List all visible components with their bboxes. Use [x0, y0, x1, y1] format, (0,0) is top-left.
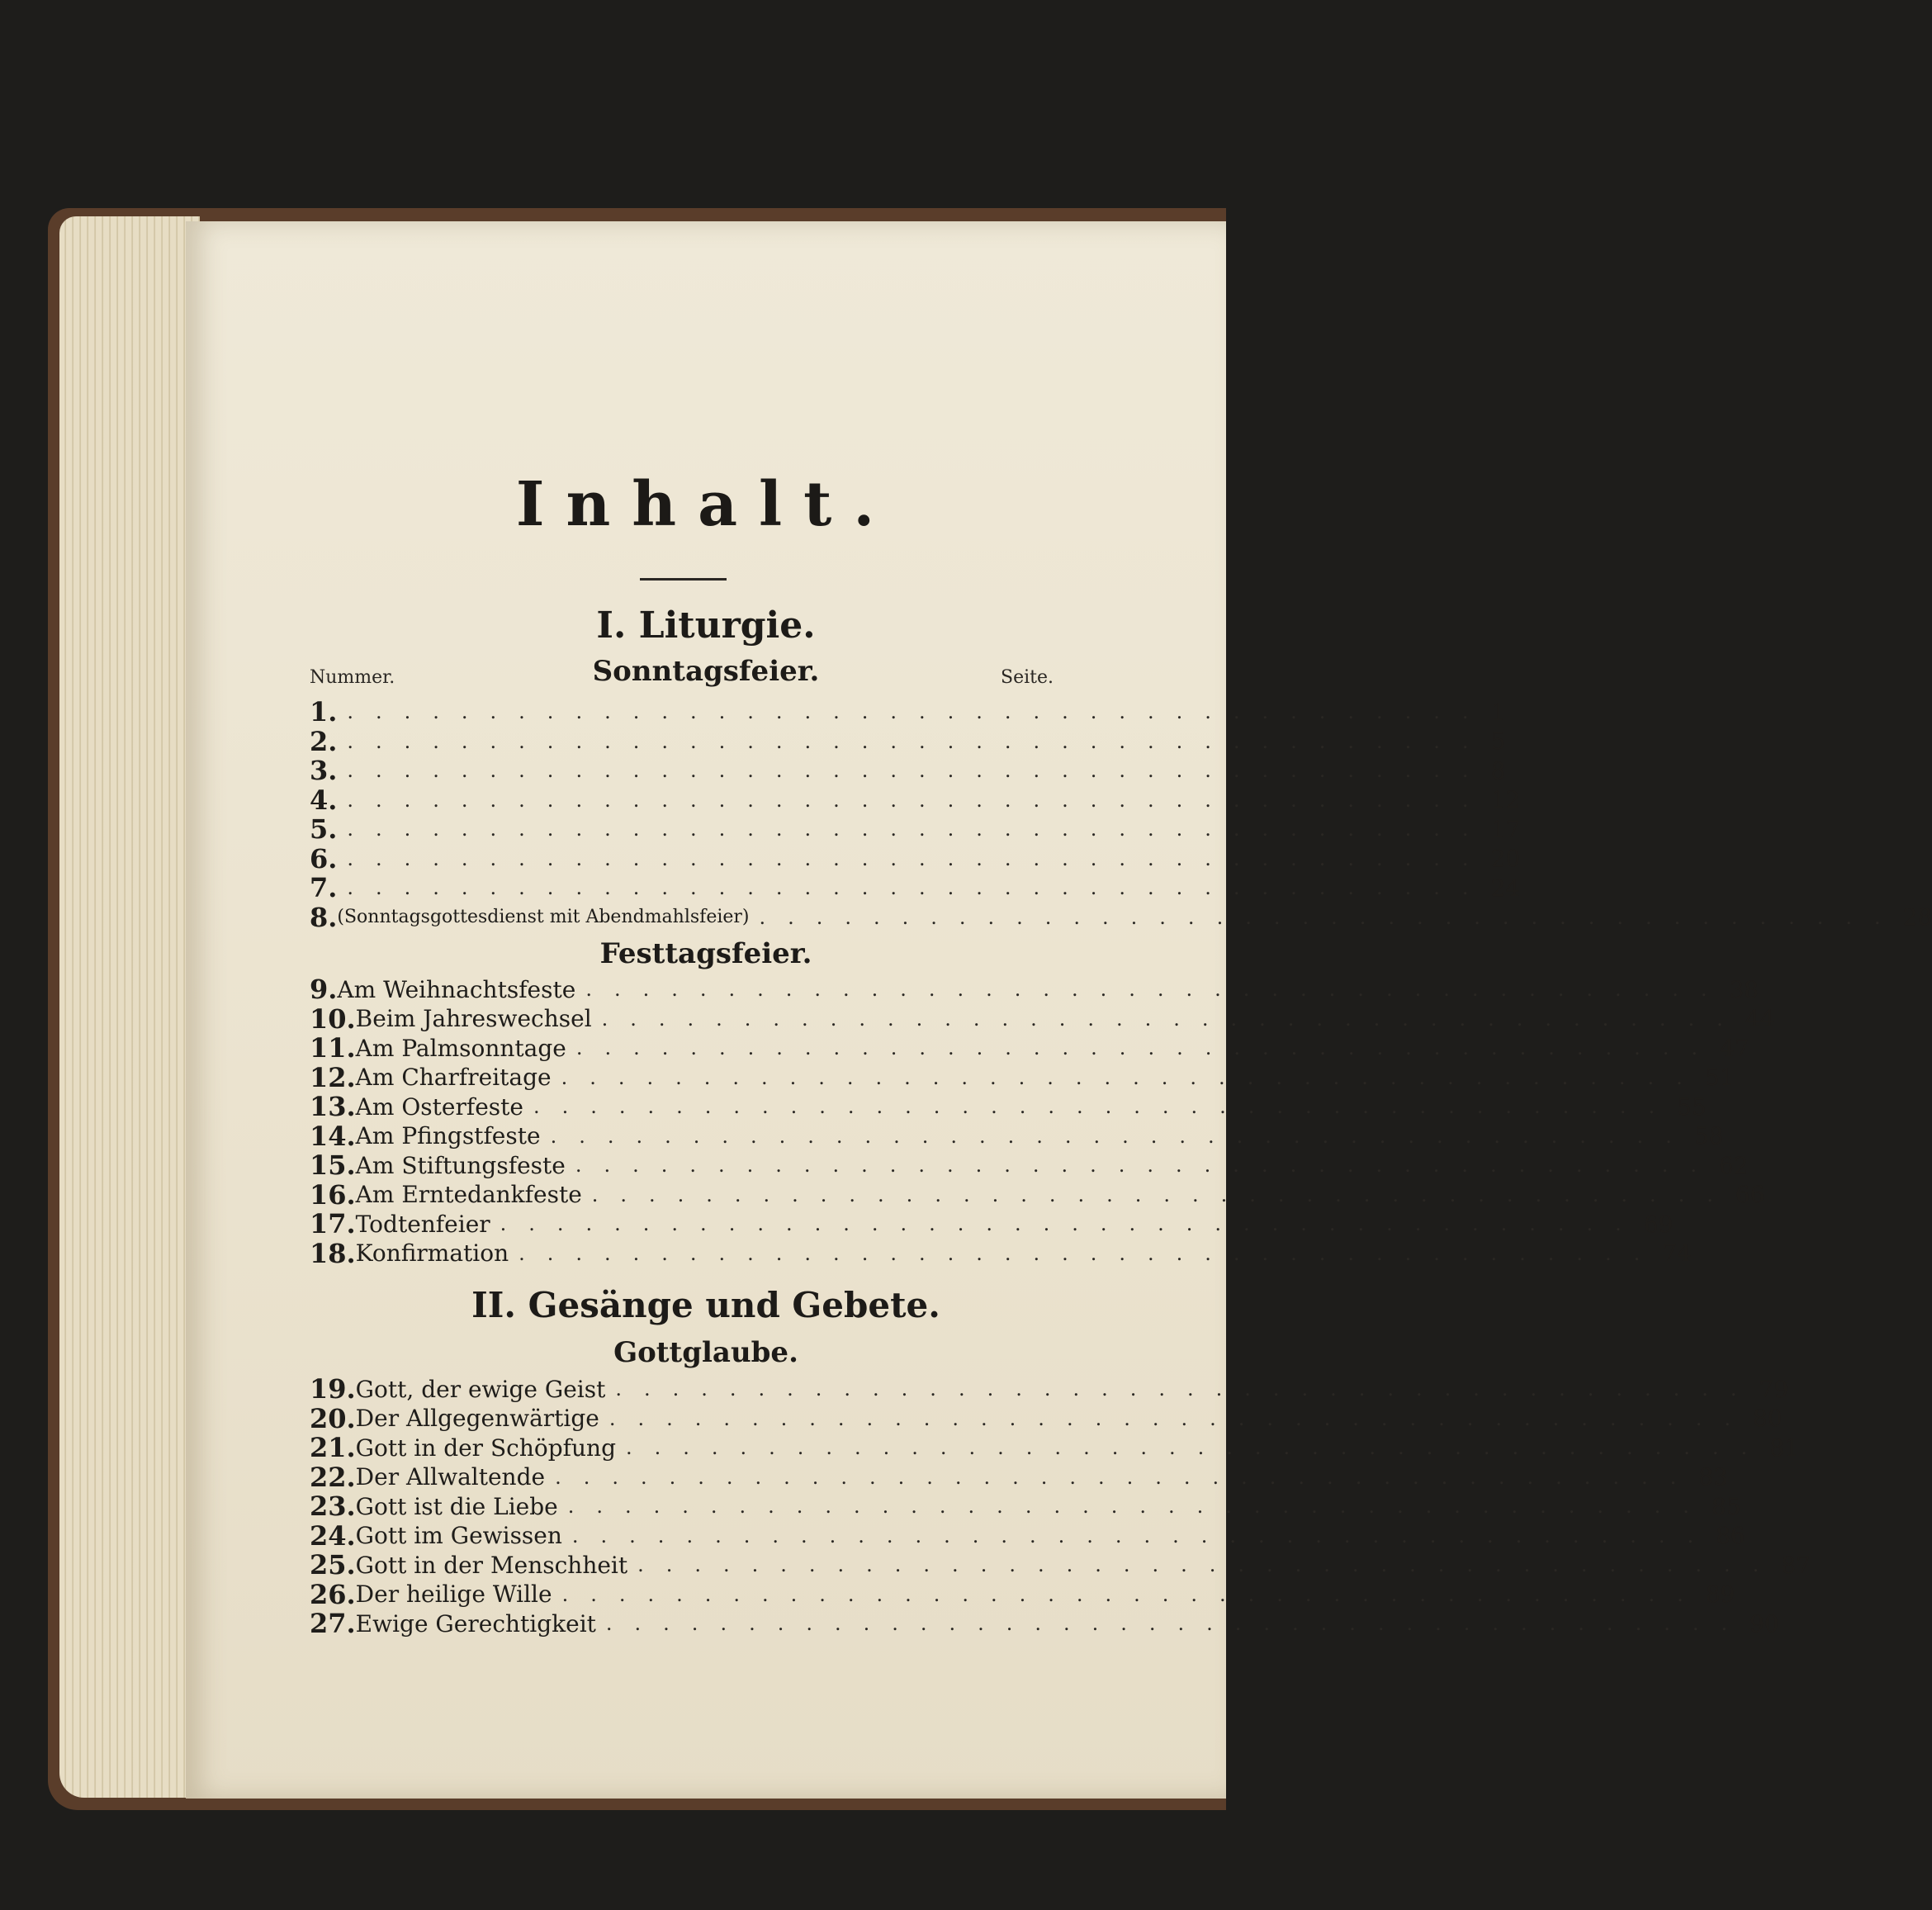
leader-dots: ........................................	[555, 1465, 1699, 1489]
entry-title: Am Osterfeste	[355, 1092, 523, 1121]
column-header-page: Seite.	[1001, 667, 1054, 688]
entry-page: 5	[1490, 728, 1506, 755]
toc-entry	[310, 974, 1759, 1005]
entry-page: 47	[1720, 1034, 1750, 1062]
toc-entry	[310, 1373, 1789, 1405]
leader-dots: ........................................	[533, 1095, 1678, 1118]
toc-entry	[310, 1120, 1724, 1152]
entry-page: 80	[1753, 1405, 1783, 1432]
entry-title: Gott ist die Liebe	[355, 1492, 558, 1520]
leader-dots: ........................................	[561, 1065, 1705, 1089]
entry-title: (Sonntagsgottesdienst mit Abendmahlsfeier)	[337, 907, 750, 927]
entry-title: Am Stiftungsfeste	[355, 1151, 566, 1179]
entry-page: 38	[1729, 975, 1759, 1003]
toc-entry	[310, 1061, 1735, 1093]
entry-title: Gott in der Schöpfung	[355, 1434, 616, 1462]
toc-entry	[310, 842, 1521, 874]
page-title: Inhalt.	[515, 469, 897, 540]
entry-page: 20	[1490, 845, 1521, 872]
toc-entry	[310, 1432, 1799, 1463]
group-title-festtagsfeier: Festtagsfeier.	[599, 937, 812, 970]
entry-title: Der heilige Wille	[355, 1581, 552, 1608]
entry-page: 24	[1490, 874, 1521, 902]
entry-number: 4.	[310, 784, 338, 816]
leader-dots: ........................................	[615, 1377, 1759, 1401]
entry-number: 9.	[310, 974, 338, 1005]
leader-dots: ........................................	[347, 788, 1491, 812]
entry-page: 85	[1711, 1492, 1741, 1520]
entry-number: 12.	[310, 1061, 356, 1093]
toc-entry	[310, 1237, 1692, 1269]
toc-entry	[310, 1578, 1735, 1610]
leader-dots: ........................................	[347, 876, 1491, 899]
toc-entry	[310, 1402, 1783, 1434]
entry-title: Am Pfingstfeste	[355, 1122, 541, 1149]
entry-number: 11.	[310, 1032, 356, 1064]
entry-title: Der Allgegenwärtige	[355, 1405, 599, 1432]
leader-dots: ........................................	[550, 1124, 1694, 1148]
leader-dots: ........................................	[567, 1495, 1712, 1518]
entry-number: 5.	[310, 813, 338, 845]
leader-dots: ........................................	[759, 905, 1903, 929]
leader-dots: ........................................	[347, 846, 1491, 870]
entry-number: 7.	[310, 872, 338, 903]
page-edges	[59, 216, 200, 1798]
entry-number: 6.	[310, 842, 338, 874]
leader-dots: ........................................	[347, 729, 1491, 753]
leader-dots: ........................................	[601, 1007, 1745, 1031]
leader-dots: ........................................	[608, 1406, 1754, 1430]
entry-number: 20.	[310, 1402, 356, 1434]
toc-entry	[310, 901, 1932, 933]
entry-page: 28	[1902, 903, 1932, 931]
entry-page: 1	[1490, 698, 1506, 726]
entry-title: Ewige Gerechtigkeit	[355, 1609, 596, 1637]
leader-dots: ........................................	[575, 1036, 1721, 1059]
leader-dots: ........................................	[347, 818, 1491, 841]
entry-page: 87	[1781, 1551, 1811, 1579]
entry-number: 13.	[310, 1091, 356, 1122]
group-title-sonntagsfeier: Sonntagsfeier.	[592, 655, 820, 688]
toc-entry	[310, 813, 1521, 845]
section-title-gesaenge: II. Gesänge und Gebete.	[471, 1285, 940, 1325]
entry-number: 22.	[310, 1461, 356, 1493]
entry-number: 25.	[310, 1549, 356, 1581]
toc-entry	[310, 1002, 1775, 1035]
entry-page: 55	[1677, 1092, 1707, 1121]
leader-dots: ........................................	[585, 978, 1730, 1001]
entry-number: 8.	[310, 901, 338, 933]
entry-number: 14.	[310, 1120, 356, 1152]
entry-page: 62	[1719, 1151, 1749, 1179]
entry-number: 17.	[310, 1208, 356, 1239]
toc-entry	[310, 755, 1506, 786]
entry-page: 89	[1705, 1581, 1735, 1608]
entry-title: Am Erntedankfeste	[355, 1181, 582, 1208]
leader-dots: ........................................	[347, 700, 1491, 723]
entry-page: 8	[1490, 756, 1506, 784]
entry-number: 3.	[310, 755, 338, 786]
entry-page: 74	[1662, 1239, 1692, 1267]
toc-entry	[310, 725, 1506, 757]
entry-page: 81	[1769, 1434, 1799, 1462]
leader-dots: ........................................	[626, 1436, 1770, 1459]
toc-entry	[310, 696, 1506, 728]
entry-number: 24.	[310, 1519, 356, 1552]
section-title-liturgie: I. Liturgie.	[596, 604, 816, 647]
leader-dots: ........................................	[519, 1241, 1663, 1265]
entry-number: 23.	[310, 1491, 356, 1522]
entry-page: 86	[1716, 1522, 1745, 1549]
toc-entry	[310, 1178, 1765, 1211]
entry-page: 69	[1643, 1210, 1674, 1238]
entry-number: 21.	[310, 1432, 356, 1463]
entry-number: 16.	[310, 1178, 356, 1211]
entry-page: 12	[1490, 786, 1521, 813]
title-rule	[640, 578, 727, 581]
entry-title: Am Weihnachtsfeste	[337, 975, 576, 1003]
toc-entry	[310, 872, 1521, 903]
entry-page: 90	[1750, 1609, 1779, 1637]
group-title-gottglaube: Gottglaube.	[613, 1336, 798, 1369]
entry-page: 79	[1759, 1375, 1789, 1403]
toc-entry	[310, 784, 1521, 816]
entry-page: 51	[1704, 1064, 1735, 1091]
entry-page: 58	[1693, 1122, 1724, 1149]
entry-page: 44	[1745, 1005, 1775, 1032]
entry-title: Konfirmation	[355, 1239, 509, 1267]
toc-entry	[310, 1491, 1741, 1522]
entry-number: 1.	[310, 696, 338, 728]
toc-entry	[310, 1032, 1750, 1064]
entry-title: Am Palmsonntage	[355, 1034, 566, 1062]
toc-entry	[310, 1608, 1779, 1639]
entry-page: 83	[1698, 1463, 1728, 1491]
toc-entry	[310, 1519, 1745, 1552]
leader-dots: ........................................	[605, 1612, 1750, 1635]
leader-dots: ........................................	[591, 1182, 1735, 1206]
toc-entry	[310, 1461, 1728, 1493]
leader-dots: ........................................	[637, 1553, 1782, 1576]
leader-dots: ........................................	[575, 1154, 1719, 1177]
entry-title: Todtenfeier	[355, 1210, 490, 1238]
entry-title: Am Charfreitage	[355, 1064, 552, 1091]
toc-entry	[310, 1208, 1674, 1239]
entry-number: 10.	[310, 1002, 356, 1035]
toc-entry	[310, 1149, 1749, 1181]
toc-entry	[310, 1091, 1707, 1122]
toc-entry	[310, 1549, 1811, 1581]
leader-dots: ........................................	[347, 759, 1491, 782]
entry-title: Gott im Gewissen	[355, 1522, 562, 1549]
entry-page: 17	[1490, 815, 1521, 843]
column-header-number: Nummer.	[310, 667, 395, 688]
leader-dots: ........................................	[571, 1524, 1717, 1547]
entry-number: 19.	[310, 1373, 356, 1405]
leader-dots: ........................................	[500, 1212, 1644, 1235]
entry-number: 18.	[310, 1237, 356, 1269]
entry-number: 15.	[310, 1149, 356, 1181]
entry-title: Der Allwaltende	[355, 1463, 546, 1491]
entry-number: 27.	[310, 1608, 356, 1639]
leader-dots: ........................................	[561, 1582, 1706, 1606]
entry-title: Beim Jahreswechsel	[355, 1005, 592, 1032]
entry-title: Gott, der ewige Geist	[355, 1375, 606, 1403]
entry-title: Gott in der Menschheit	[355, 1551, 628, 1579]
entry-number: 26.	[310, 1578, 356, 1610]
entry-page: 66	[1735, 1181, 1765, 1208]
entry-number: 2.	[310, 725, 338, 757]
